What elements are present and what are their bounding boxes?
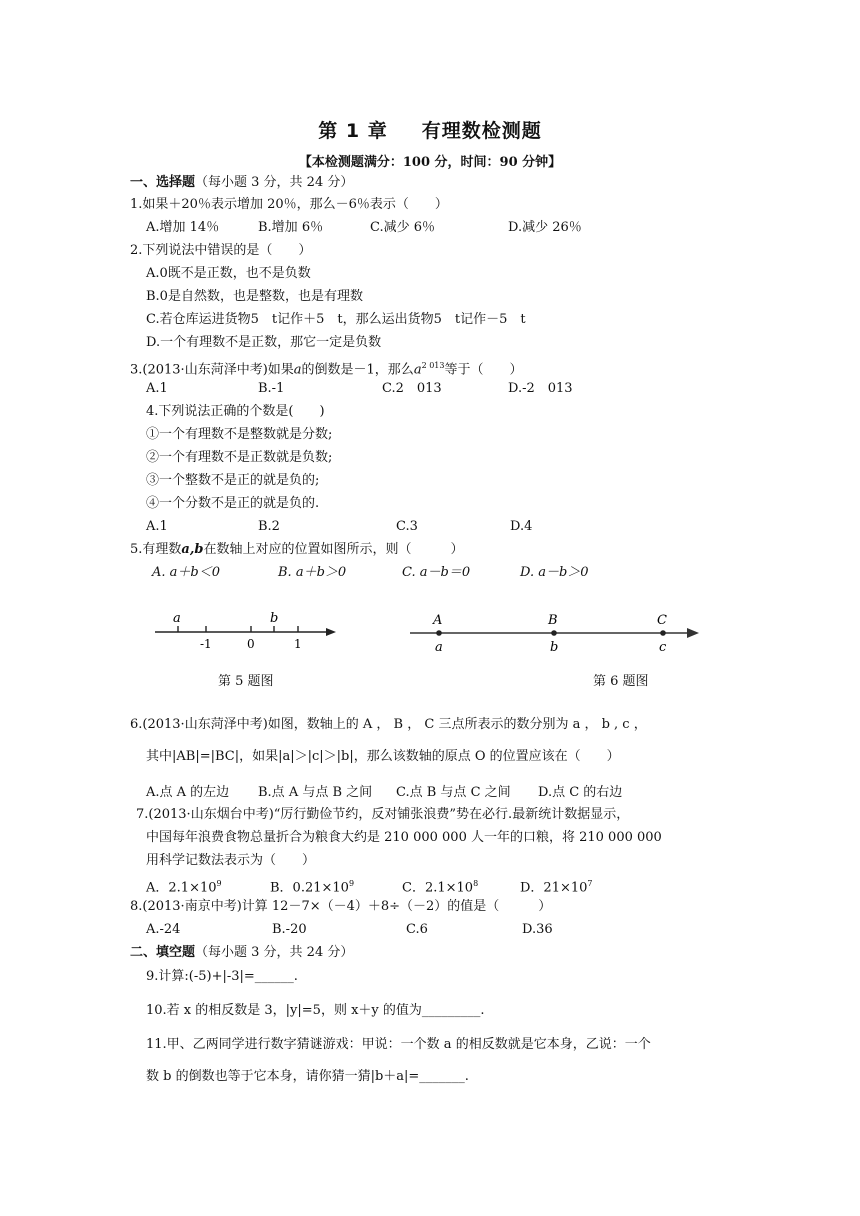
fig6-label-A: A bbox=[433, 613, 443, 628]
section-heading-choice: 一、选择题（每小题 3 分，共 24 分） bbox=[130, 175, 354, 190]
q4-option-d: D.4 bbox=[510, 519, 533, 534]
fig5-tick-1: 1 bbox=[294, 637, 302, 651]
section-heading-fill: 二、填空题（每小题 3 分，共 24 分） bbox=[130, 945, 354, 960]
fig6-label-C: C bbox=[657, 613, 667, 628]
q3-option-d: D.-2 013 bbox=[508, 381, 573, 396]
question-5: 5.有理数a,b在数轴上对应的位置如图所示，则（ ） bbox=[130, 542, 464, 557]
fig5-number-line bbox=[150, 608, 340, 652]
chapter-name: 有理数检测题 bbox=[421, 120, 542, 142]
q7-option-c: C．$2.1\times 10^8$ bbox=[402, 879, 479, 896]
q2-option-a: A.0既不是正数，也不是负数 bbox=[146, 266, 311, 281]
question-6-line-2: 其中|AB|=|BC|，如果|a|＞|c|＞|b|，那么该数轴的原点 O 的位置应该在（ ） bbox=[146, 749, 620, 764]
q2-option-b: B.0是自然数，也是整数，也是有理数 bbox=[146, 289, 363, 304]
fig6-value-c: c bbox=[659, 640, 667, 655]
q1-option-d: D.减少 26％ bbox=[508, 220, 582, 235]
question-1: 1.如果＋20％表示增加 20％，那么－6％表示（ ） bbox=[130, 197, 448, 212]
chapter-number: 第 1 章 bbox=[318, 120, 388, 142]
q1-option-c: C.减少 6％ bbox=[370, 220, 436, 235]
q8-option-c: C.6 bbox=[406, 922, 428, 937]
q8-option-a: A.-24 bbox=[146, 922, 181, 937]
q6-option-d: D.点 C 的右边 bbox=[538, 785, 623, 800]
fig6-label-B: B bbox=[548, 613, 558, 628]
fig6-number-line bbox=[405, 608, 705, 656]
page-title bbox=[0, 116, 860, 143]
q8-option-b: B.-20 bbox=[272, 922, 307, 937]
fig6-point-a bbox=[436, 630, 442, 636]
fig5-label-b: b bbox=[270, 611, 279, 626]
question-7-line-2: 中国每年浪费食物总量折合为粮食大约是 210 000 000 人一年的口粮，将 210 000 000 bbox=[146, 830, 662, 845]
fig5-tick-minus1: -1 bbox=[200, 637, 212, 651]
fig6-point-c bbox=[660, 630, 666, 636]
question-9: 9.计算:(-5)+|-3|=______. bbox=[146, 969, 298, 984]
fig6-value-a: a bbox=[435, 640, 443, 655]
q4-option-c: C.3 bbox=[396, 519, 418, 534]
q6-option-a: A.点 A 的左边 bbox=[146, 785, 230, 800]
q1-option-b: B.增加 6％ bbox=[258, 220, 324, 235]
fig6-point-b bbox=[551, 630, 557, 636]
q6-option-c: C.点 B 与点 C 之间 bbox=[396, 785, 511, 800]
q5-option-c: C. a－b＝0 bbox=[402, 565, 471, 580]
q3-option-b: B.-1 bbox=[258, 381, 285, 396]
q4-option-b: B.2 bbox=[258, 519, 280, 534]
fig6-value-b: b bbox=[550, 640, 559, 655]
q4-option-a: A.1 bbox=[146, 519, 168, 534]
q8-option-d: D.36 bbox=[522, 922, 553, 937]
question-10: 10.若 x 的相反数是 3，|y|=5，则 x＋y 的值为_________. bbox=[146, 1003, 485, 1018]
q5-option-d: D. a－b＞0 bbox=[520, 565, 589, 580]
q4-statement-2: ②一个有理数不是正数就是负数; bbox=[146, 450, 333, 465]
question-3: 3.(2013·山东菏泽中考)如果a的倒数是－1，那么$a^{2 013}$等于（ ） bbox=[130, 361, 523, 378]
q7-option-d: D．$21\times 10^7$ bbox=[520, 879, 593, 896]
question-8: 8.(2013·南京中考)计算 12－7×（－4）＋8÷（－2）的值是（ ） bbox=[130, 899, 552, 914]
q1-option-a: A.增加 14％ bbox=[146, 220, 220, 235]
exam-info: 【本检测题满分：100 分，时间：90 分钟】 bbox=[298, 155, 562, 170]
q5-option-b: B. a＋b＞0 bbox=[278, 565, 347, 580]
q2-option-d: D.一个有理数不是正数，那它一定是负数 bbox=[146, 335, 382, 350]
q3-option-c: C.2 013 bbox=[382, 381, 442, 396]
fig5-tick-0: 0 bbox=[247, 637, 255, 651]
q7-option-b: B．$0.21\times 10^9$ bbox=[270, 879, 355, 896]
question-7-line-3: 用科学记数法表示为（ ） bbox=[146, 853, 316, 868]
question-2: 2.下列说法中错误的是（ ） bbox=[130, 243, 312, 258]
q4-statement-4: ④一个分数不是正的就是负的. bbox=[146, 496, 320, 511]
q4-statement-1: ①一个有理数不是整数就是分数; bbox=[146, 427, 333, 442]
fig6-caption: 第 6 题图 bbox=[593, 674, 649, 689]
q4-statement-3: ③一个整数不是正的就是负的; bbox=[146, 473, 320, 488]
q6-option-b: B.点 A 与点 B 之间 bbox=[258, 785, 373, 800]
question-11-line-2: 数 b 的倒数也等于它本身，请你猜一猜|b＋a|=_______. bbox=[146, 1069, 469, 1084]
question-7-line-1: 7.(2013·山东烟台中考)“厉行勤俭节约，反对铺张浪费”势在必行.最新统计数据显示， bbox=[136, 807, 630, 822]
fig5-caption: 第 5 题图 bbox=[218, 674, 274, 689]
question-11-line-1: 11.甲、乙两同学进行数字猜谜游戏：甲说：一个数 a 的相反数就是它本身，乙说：一个 bbox=[146, 1037, 651, 1052]
question-6-line-1: 6.(2013·山东菏泽中考)如图，数轴上的 A ， B ， C 三点所表示的数分别为 a ， b , c ， bbox=[130, 717, 647, 732]
q2-option-c: C.若仓库运进货物5 t记作＋5 t，那么运出货物5 t记作－5 t bbox=[146, 312, 526, 327]
fig5-label-a: a bbox=[173, 611, 181, 626]
q5-option-a: A. a＋b＜0 bbox=[152, 565, 220, 580]
q3-option-a: A.1 bbox=[146, 381, 168, 396]
q7-option-a: A．$2.1\times 10^9$ bbox=[146, 879, 222, 896]
question-4: 4.下列说法正确的个数是( ) bbox=[146, 404, 325, 419]
